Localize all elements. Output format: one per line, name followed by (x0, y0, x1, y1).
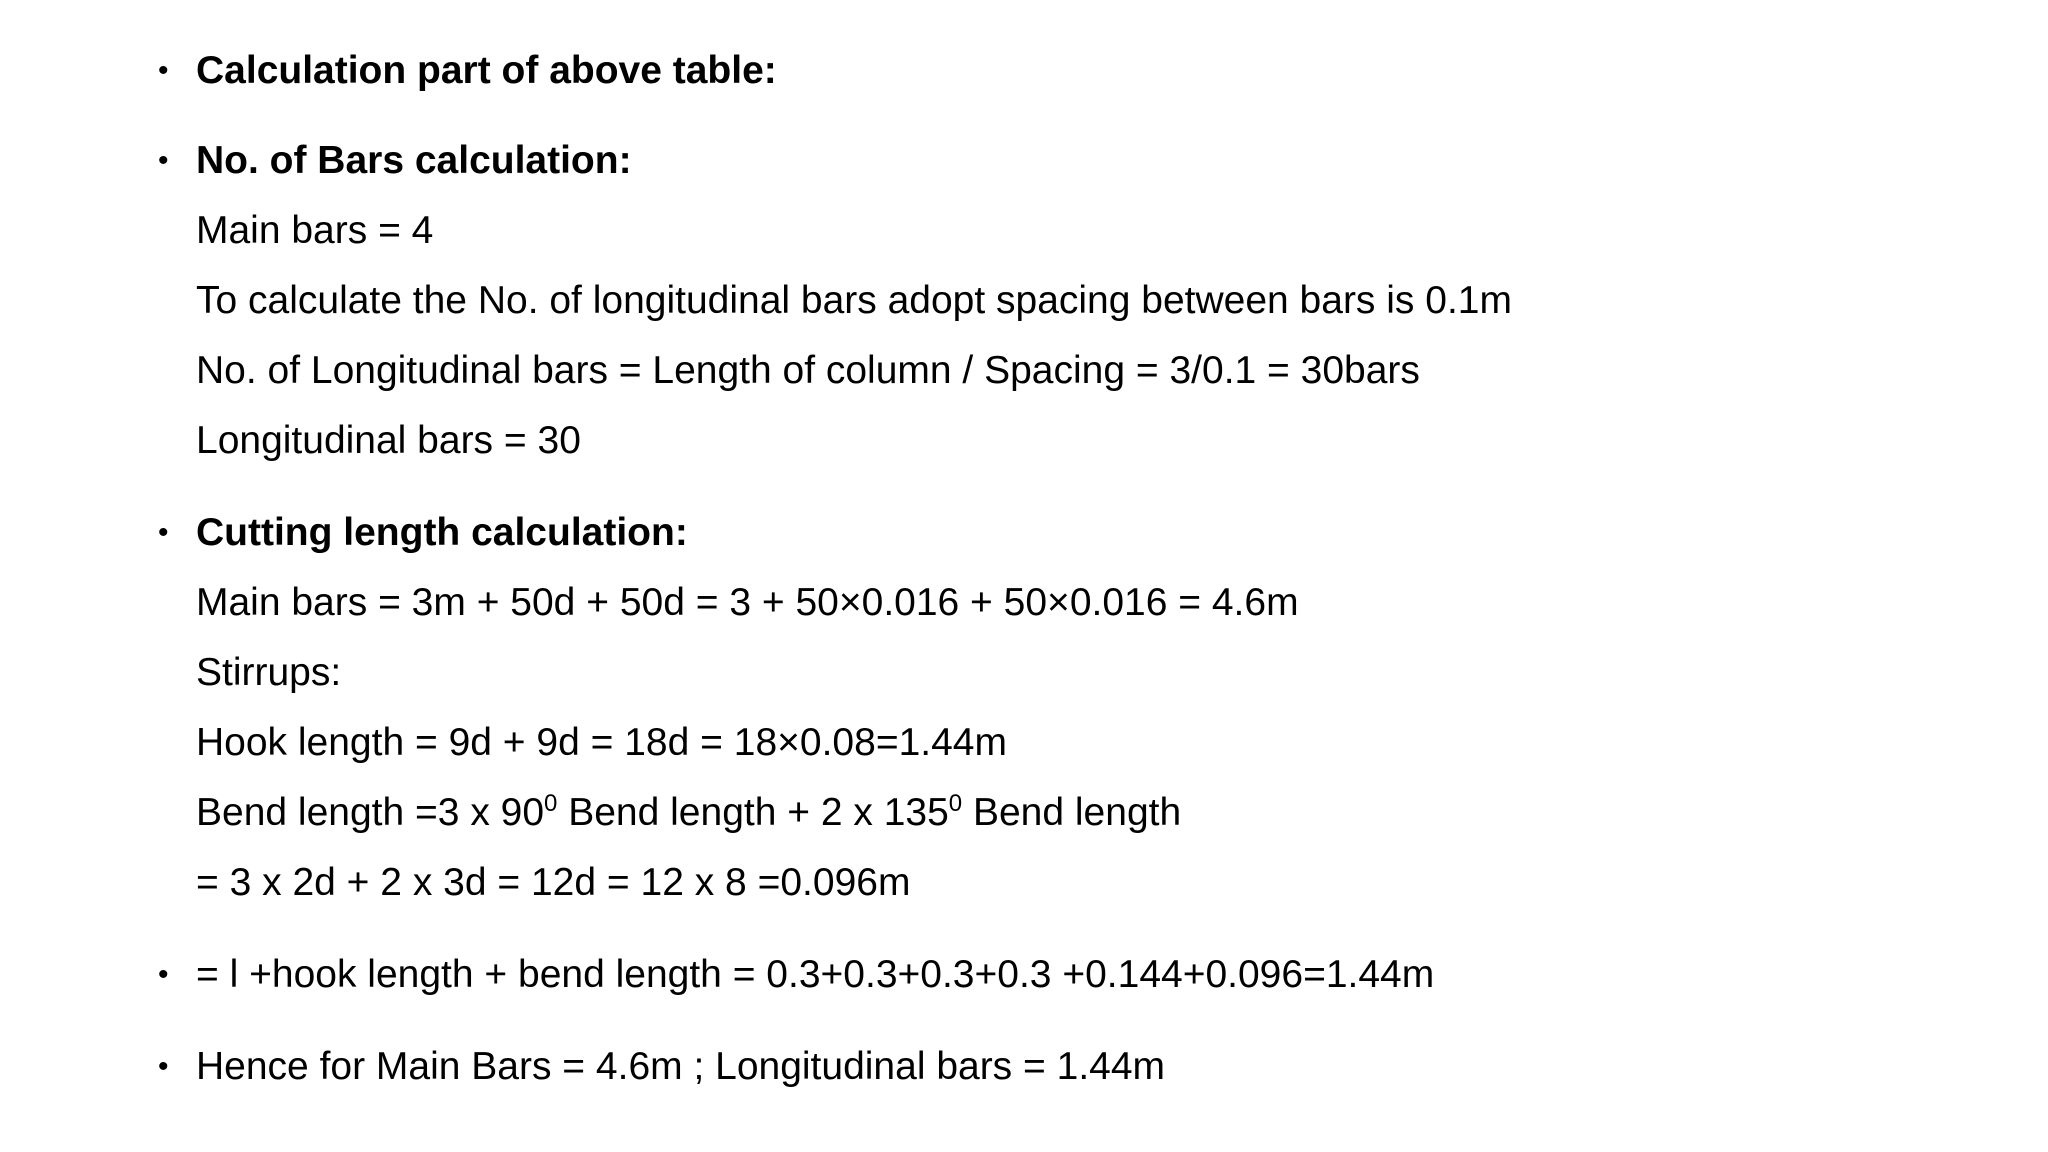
bend-length-part: Bend length (962, 791, 1182, 834)
bullet-marker: • (158, 54, 169, 87)
bullet-marker: • (158, 958, 169, 991)
bars-calc-heading: No. of Bars calculation: (196, 139, 632, 182)
cutting-calc-heading: Cutting length calculation: (196, 511, 688, 554)
longitudinal-formula: No. of Longitudinal bars = Length of column / Spacing = 3/0.1 = 30bars (196, 349, 1420, 392)
total-length-formula: = l +hook length + bend length = 0.3+0.3+0.3+0.3 +0.144+0.096=1.44m (196, 953, 1435, 996)
degree-superscript: 0 (948, 790, 963, 817)
hook-length: Hook length = 9d + 9d = 18d = 18×0.08=1.44m (196, 721, 1007, 764)
longitudinal-result: Longitudinal bars = 30 (196, 419, 581, 462)
bullet-marker: • (158, 1050, 169, 1083)
bend-length-formula (196, 790, 1181, 836)
spacing-note: To calculate the No. of longitudinal bars adopt spacing between bars is 0.1m (196, 279, 1512, 322)
degree-superscript: 0 (544, 790, 558, 817)
bullet-marker: • (158, 516, 169, 549)
section-heading: Calculation part of above table: (196, 49, 777, 92)
stirrups-label: Stirrups: (196, 651, 342, 694)
bend-length-value: = 3 x 2d + 2 x 3d = 12d = 12 x 8 =0.096m (196, 861, 911, 904)
bend-length-part: Bend length + 2 x 135 (557, 791, 949, 834)
main-bars-cutting-length: Main bars = 3m + 50d + 50d = 3 + 50×0.016 + 50×0.016 = 4.6m (196, 581, 1299, 624)
bend-length-part: Bend length =3 x 90 (196, 791, 545, 834)
bullet-marker: • (158, 144, 169, 177)
main-bars-count: Main bars = 4 (196, 209, 434, 252)
conclusion: Hence for Main Bars = 4.6m ; Longitudinal bars = 1.44m (196, 1045, 1166, 1088)
